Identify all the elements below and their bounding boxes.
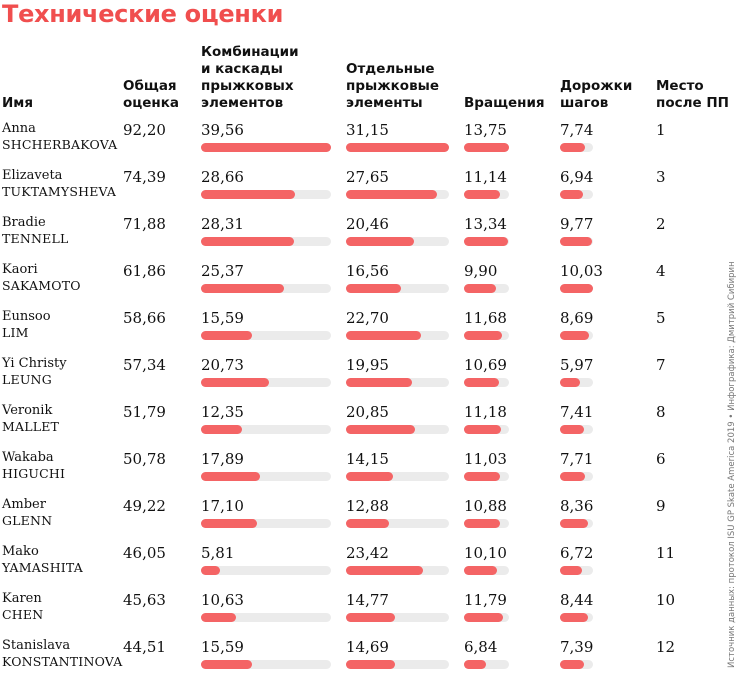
steps-bar-track [560, 425, 593, 434]
skater-last-name: SHCHERBAKOVA [2, 137, 118, 152]
total-score: 74,39 [123, 168, 166, 186]
total-score: 57,34 [123, 356, 166, 374]
jumps-bar-track [346, 284, 449, 293]
place-after-sp: 9 [656, 497, 666, 515]
place-after-sp: 1 [656, 121, 666, 139]
jumps-bar-track [346, 660, 449, 669]
combos-bar [201, 472, 260, 481]
steps-bar-track [560, 519, 593, 528]
jumps-value: 23,42 [346, 544, 389, 562]
skater-name [2, 497, 52, 529]
steps-bar [560, 331, 589, 340]
combos-value: 5,81 [201, 544, 235, 562]
skater-first-name: Kaori [2, 262, 38, 277]
spins-bar [464, 425, 501, 434]
total-score: 50,78 [123, 450, 166, 468]
jumps-bar [346, 331, 421, 340]
jumps-value: 31,15 [346, 121, 389, 139]
steps-bar [560, 284, 593, 293]
combos-value: 17,89 [201, 450, 244, 468]
jumps-value: 22,70 [346, 309, 389, 327]
spins-bar-track [464, 237, 509, 246]
spins-bar [464, 190, 500, 199]
steps-bar [560, 660, 584, 669]
combos-value: 28,66 [201, 168, 244, 186]
spins-bar [464, 472, 500, 481]
spins-value: 11,14 [464, 168, 507, 186]
spins-bar-track [464, 566, 509, 575]
skater-first-name: Eunsoo [2, 309, 51, 324]
skater-name [2, 544, 83, 576]
skater-first-name: Mako [2, 544, 39, 559]
spins-bar-track [464, 378, 509, 387]
place-after-sp: 11 [656, 544, 676, 562]
jumps-value: 12,88 [346, 497, 389, 515]
skater-first-name: Veronik [2, 403, 53, 418]
jumps-bar [346, 237, 414, 246]
steps-value: 7,39 [560, 638, 594, 656]
jumps-bar-track [346, 331, 449, 340]
total-score: 44,51 [123, 638, 166, 656]
steps-bar-track [560, 284, 593, 293]
spins-bar [464, 331, 502, 340]
steps-value: 8,36 [560, 497, 594, 515]
skater-last-name: YAMASHITA [2, 560, 84, 575]
combos-bar-track [201, 143, 331, 152]
jumps-bar-track [346, 519, 449, 528]
spins-bar [464, 566, 497, 575]
combos-value: 10,63 [201, 591, 244, 609]
spins-bar-track [464, 613, 509, 622]
table-row [0, 638, 735, 685]
spins-bar-track [464, 190, 509, 199]
skater-first-name: Karen [2, 591, 42, 606]
jumps-bar [346, 566, 423, 575]
jumps-bar [346, 425, 415, 434]
steps-bar-track [560, 143, 593, 152]
jumps-value: 14,69 [346, 638, 389, 656]
steps-bar-track [560, 190, 593, 199]
spins-bar-track [464, 660, 509, 669]
total-score: 58,66 [123, 309, 166, 327]
jumps-bar-track [346, 613, 449, 622]
combos-value: 28,31 [201, 215, 244, 233]
table-row [0, 262, 735, 309]
skater-last-name: GLENN [2, 513, 53, 528]
steps-bar-track [560, 378, 593, 387]
steps-bar-track [560, 472, 593, 481]
steps-value: 6,94 [560, 168, 594, 186]
steps-value: 5,97 [560, 356, 594, 374]
combos-bar-track [201, 613, 331, 622]
jumps-bar [346, 190, 437, 199]
combos-value: 15,59 [201, 638, 244, 656]
total-score: 45,63 [123, 591, 166, 609]
steps-bar-track [560, 660, 593, 669]
total-score: 61,86 [123, 262, 166, 280]
jumps-bar [346, 284, 401, 293]
skater-name [2, 450, 65, 482]
combos-value: 39,56 [201, 121, 244, 139]
header-jumps: Отдельные прыжковые элементы [346, 61, 439, 111]
combos-bar-track [201, 237, 331, 246]
spins-value: 11,18 [464, 403, 507, 421]
table-row [0, 450, 735, 497]
skater-last-name: HIGUCHI [2, 466, 66, 481]
skater-first-name: Elizaveta [2, 168, 63, 183]
spins-value: 13,34 [464, 215, 507, 233]
jumps-bar [346, 378, 412, 387]
spins-bar-track [464, 284, 509, 293]
skater-name [2, 262, 81, 294]
spins-bar [464, 143, 509, 152]
jumps-value: 20,46 [346, 215, 389, 233]
spins-bar [464, 237, 508, 246]
total-score: 49,22 [123, 497, 166, 515]
spins-bar [464, 284, 496, 293]
credit-text: Источник данных: протокол ISU GP Skate America 2019 • Инфографика: Дмитрий Сибирин [727, 261, 737, 668]
skater-name [2, 168, 116, 200]
jumps-bar-track [346, 425, 449, 434]
combos-value: 25,37 [201, 262, 244, 280]
jumps-bar-track [346, 237, 449, 246]
steps-value: 9,77 [560, 215, 594, 233]
table-row [0, 591, 735, 638]
header-combos: Комбинации и каскады прыжковых элементов [201, 44, 299, 111]
table-row [0, 309, 735, 356]
jumps-value: 19,95 [346, 356, 389, 374]
steps-value: 6,72 [560, 544, 594, 562]
jumps-bar-track [346, 143, 449, 152]
total-score: 51,79 [123, 403, 166, 421]
combos-bar-track [201, 331, 331, 340]
combos-bar [201, 143, 331, 152]
place-after-sp: 2 [656, 215, 666, 233]
skater-last-name: MALLET [2, 419, 60, 434]
steps-value: 7,74 [560, 121, 594, 139]
skater-first-name: Bradie [2, 215, 46, 230]
combos-bar [201, 190, 295, 199]
spins-value: 11,68 [464, 309, 507, 327]
skater-name [2, 121, 117, 153]
spins-value: 11,79 [464, 591, 507, 609]
skater-last-name: LEUNG [2, 372, 52, 387]
steps-bar-track [560, 331, 593, 340]
place-after-sp: 5 [656, 309, 666, 327]
steps-bar [560, 143, 585, 152]
steps-bar [560, 613, 588, 622]
place-after-sp: 10 [656, 591, 676, 609]
skater-last-name: SAKAMOTO [2, 278, 81, 293]
steps-bar [560, 472, 585, 481]
combos-bar [201, 331, 252, 340]
combos-bar [201, 519, 257, 528]
combos-bar-track [201, 378, 331, 387]
combos-bar [201, 660, 252, 669]
combos-bar [201, 237, 294, 246]
spins-value: 10,10 [464, 544, 507, 562]
combos-bar [201, 566, 220, 575]
skater-name [2, 403, 59, 435]
combos-bar-track [201, 425, 331, 434]
skater-first-name: Wakaba [2, 450, 54, 465]
spins-bar-track [464, 425, 509, 434]
steps-bar [560, 425, 584, 434]
steps-bar-track [560, 566, 593, 575]
steps-bar-track [560, 237, 593, 246]
spins-value: 11,03 [464, 450, 507, 468]
skater-first-name: Anna [2, 121, 36, 136]
skater-first-name: Yi Christy [2, 356, 67, 371]
table-row [0, 356, 735, 403]
skater-last-name: CHEN [2, 607, 44, 622]
jumps-value: 27,65 [346, 168, 389, 186]
skater-last-name: KONSTANTINOVA [2, 654, 123, 669]
spins-bar-track [464, 519, 509, 528]
combos-bar [201, 613, 236, 622]
jumps-bar-track [346, 566, 449, 575]
jumps-value: 14,15 [346, 450, 389, 468]
jumps-bar [346, 660, 395, 669]
place-after-sp: 4 [656, 262, 666, 280]
table-row [0, 215, 735, 262]
jumps-bar-track [346, 378, 449, 387]
spins-bar [464, 519, 500, 528]
skater-first-name: Stanislava [2, 638, 71, 653]
jumps-bar [346, 472, 393, 481]
steps-bar [560, 378, 580, 387]
chart-title: Технические оценки [2, 0, 284, 28]
spins-bar [464, 660, 486, 669]
jumps-bar [346, 143, 449, 152]
skater-name [2, 356, 67, 388]
place-after-sp: 3 [656, 168, 666, 186]
steps-bar [560, 237, 592, 246]
combos-bar-track [201, 660, 331, 669]
skater-name [2, 591, 43, 623]
steps-value: 8,69 [560, 309, 594, 327]
header-name: Имя [2, 95, 34, 111]
steps-bar [560, 566, 582, 575]
table-row [0, 497, 735, 544]
combos-bar [201, 378, 269, 387]
spins-value: 13,75 [464, 121, 507, 139]
jumps-bar-track [346, 190, 449, 199]
skater-name [2, 638, 122, 670]
place-after-sp: 12 [656, 638, 676, 656]
skater-name [2, 215, 68, 247]
combos-bar [201, 284, 284, 293]
steps-value: 7,71 [560, 450, 594, 468]
skater-last-name: LIM [2, 325, 29, 340]
jumps-value: 20,85 [346, 403, 389, 421]
header-total: Общая оценка [123, 78, 180, 111]
spins-bar-track [464, 143, 509, 152]
spins-value: 9,90 [464, 262, 498, 280]
total-score: 92,20 [123, 121, 166, 139]
header-place: Место после ПП [656, 78, 729, 111]
steps-value: 10,03 [560, 262, 603, 280]
spins-value: 6,84 [464, 638, 498, 656]
combos-value: 17,10 [201, 497, 244, 515]
combos-value: 20,73 [201, 356, 244, 374]
combos-value: 15,59 [201, 309, 244, 327]
jumps-bar-track [346, 472, 449, 481]
jumps-value: 14,77 [346, 591, 389, 609]
steps-value: 7,41 [560, 403, 594, 421]
steps-bar [560, 519, 588, 528]
combos-bar-track [201, 519, 331, 528]
skater-name [2, 309, 51, 341]
jumps-bar [346, 613, 395, 622]
combos-value: 12,35 [201, 403, 244, 421]
spins-bar [464, 613, 503, 622]
table-row [0, 121, 735, 168]
spins-bar-track [464, 331, 509, 340]
jumps-value: 16,56 [346, 262, 389, 280]
place-after-sp: 7 [656, 356, 666, 374]
spins-bar [464, 378, 499, 387]
jumps-bar [346, 519, 389, 528]
total-score: 46,05 [123, 544, 166, 562]
header-steps: Дорожки шагов [560, 78, 633, 111]
combos-bar [201, 425, 242, 434]
spins-value: 10,69 [464, 356, 507, 374]
steps-bar-track [560, 613, 593, 622]
place-after-sp: 6 [656, 450, 666, 468]
header-spins: Вращения [464, 95, 545, 111]
table-row [0, 403, 735, 450]
combos-bar-track [201, 284, 331, 293]
combos-bar-track [201, 566, 331, 575]
place-after-sp: 8 [656, 403, 666, 421]
steps-value: 8,44 [560, 591, 594, 609]
skater-last-name: TENNELL [2, 231, 69, 246]
combos-bar-track [201, 190, 331, 199]
spins-value: 10,88 [464, 497, 507, 515]
spins-bar-track [464, 472, 509, 481]
combos-bar-track [201, 472, 331, 481]
table-row [0, 544, 735, 591]
skater-first-name: Amber [2, 497, 46, 512]
steps-bar [560, 190, 583, 199]
skater-last-name: TUKTAMYSHEVA [2, 184, 117, 199]
table-row [0, 168, 735, 215]
total-score: 71,88 [123, 215, 166, 233]
